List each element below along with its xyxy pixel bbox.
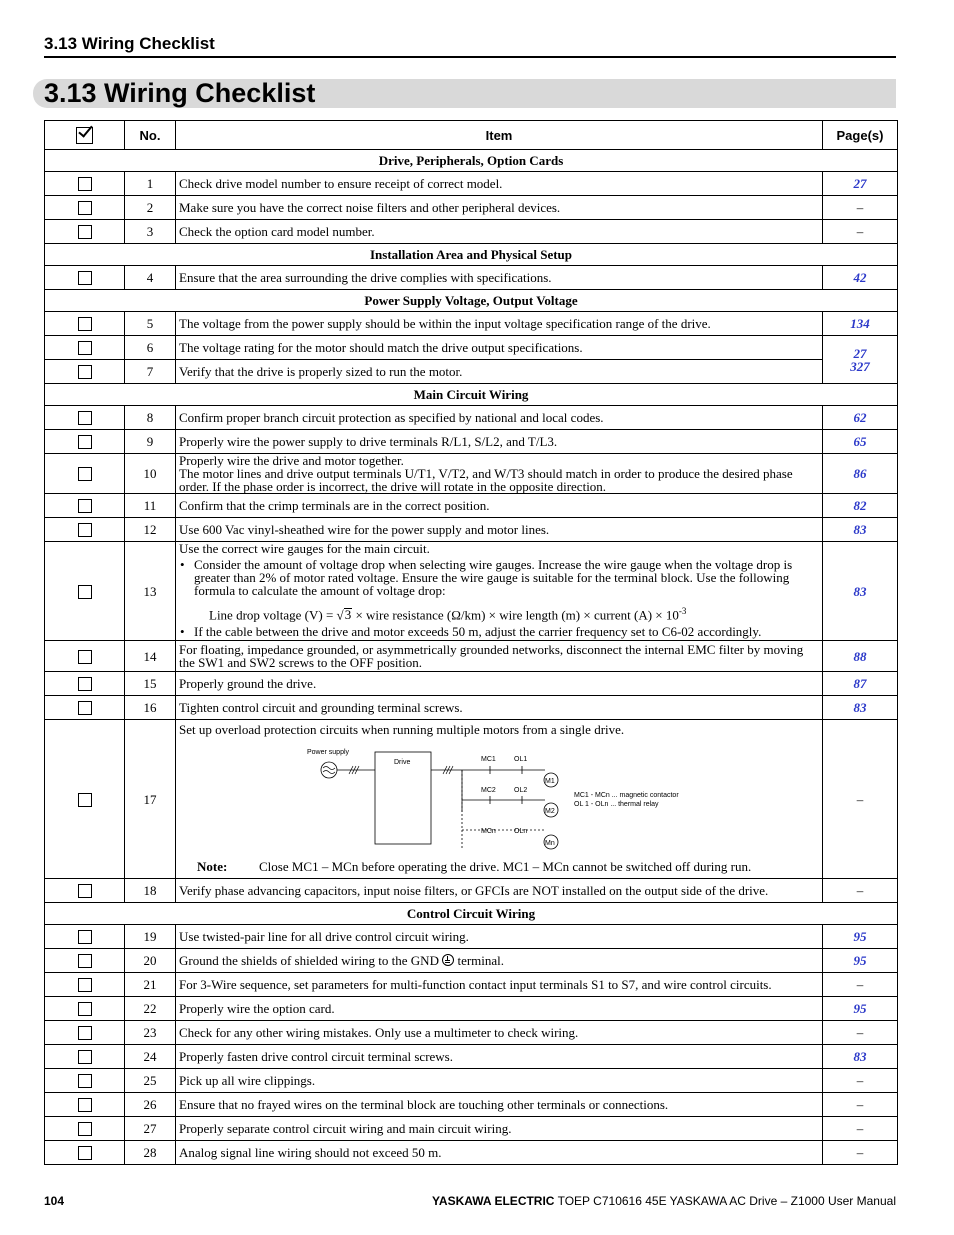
- item-text: [176, 949, 823, 973]
- checkbox[interactable]: [78, 1050, 92, 1064]
- page-number: 104: [44, 1194, 65, 1208]
- bullet-item: [194, 558, 819, 621]
- checkbox[interactable]: [78, 225, 92, 239]
- checkbox[interactable]: [78, 435, 92, 449]
- checkbox[interactable]: [78, 1146, 92, 1160]
- section-title: Main Circuit Wiring: [45, 384, 898, 406]
- item-text: Use twisted-pair line for all drive control circuit wiring.: [176, 925, 823, 949]
- page-ref: –: [856, 224, 864, 239]
- item-text-line: The motor lines and drive output terminals U/T1, V/T2, and W/T3 should match in order to produce the desired phase order. If the phase order is incorrect, the drive will rotate in the opposite direction.: [179, 466, 793, 494]
- item-text: Check for any other wiring mistakes. Only use a multimeter to check wiring.: [176, 1021, 823, 1045]
- item-text: For floating, impedance grounded, or asymmetrically grounded networks, disconnect the internal EMC filter by moving the SW1 and SW2 screws to the OFF position.: [176, 641, 823, 672]
- page-ref: –: [856, 1097, 864, 1113]
- table-row: [45, 336, 898, 360]
- checkbox[interactable]: [78, 954, 92, 968]
- checkbox[interactable]: [78, 499, 92, 513]
- ground-icon: [442, 954, 454, 966]
- voltage-drop-formula: Line drop voltage (V) = √3 × wire resistance (Ω/km) × wire length (m) × current $(A) \times 10^{-3}$: [209, 606, 687, 623]
- page-ref: –: [856, 883, 864, 899]
- m2-label: M2: [545, 808, 555, 816]
- legend-contactor: MC1 - MCn ... magnetic contactor: [574, 792, 679, 800]
- checkbox[interactable]: [78, 317, 92, 331]
- checkbox[interactable]: [78, 1074, 92, 1088]
- mcn-label: MCn: [481, 828, 496, 836]
- checkbox[interactable]: [78, 1122, 92, 1136]
- table-row: [45, 220, 898, 244]
- item-text: Ensure that no frayed wires on the terminal block are touching other terminals or connections.: [176, 1093, 823, 1117]
- table-row: [45, 672, 898, 696]
- item-number: 7: [125, 360, 176, 384]
- item-text: Make sure you have the correct noise filters and other peripheral devices.: [176, 196, 823, 220]
- item-text: Ensure that the area surrounding the drive complies with specifications.: [176, 266, 823, 290]
- item-text: Check drive model number to ensure receipt of correct model.: [176, 172, 823, 196]
- item-text: Pick up all wire clippings.: [176, 1069, 823, 1093]
- drive-label: Drive: [394, 759, 411, 767]
- table-row: [45, 542, 898, 641]
- table-row: [45, 879, 898, 903]
- table-row: [45, 720, 898, 879]
- checkbox[interactable]: [78, 411, 92, 425]
- page-link[interactable]: 83: [853, 583, 867, 599]
- checkbox[interactable]: [78, 177, 92, 191]
- running-header: 3.13 Wiring Checklist: [44, 34, 896, 58]
- page-ref: –: [856, 1025, 864, 1041]
- checkbox[interactable]: [78, 978, 92, 992]
- item-text: Properly wire the power supply to drive terminals R/L1, S/L2, and T/L3.: [176, 430, 823, 454]
- checkbox[interactable]: [78, 1098, 92, 1112]
- ol2-label: OL2: [514, 787, 528, 795]
- checkbox[interactable]: [78, 884, 92, 898]
- item-text: Confirm proper branch circuit protection as specified by national and local codes.: [176, 406, 823, 430]
- table-row: [45, 997, 898, 1021]
- checkbox[interactable]: [78, 677, 92, 691]
- item-number: 9: [125, 430, 176, 454]
- page-link[interactable]: 83: [853, 1049, 867, 1065]
- section-title: Drive, Peripherals, Option Cards: [45, 150, 898, 172]
- checkbox[interactable]: [78, 1002, 92, 1016]
- table-row: [45, 641, 898, 672]
- table-row: [45, 454, 898, 494]
- mc2-label: MC2: [481, 787, 496, 795]
- item-number: 25: [125, 1069, 176, 1093]
- page-link[interactable]: 95: [853, 953, 867, 969]
- table-row: [45, 973, 898, 997]
- table-row: [45, 1069, 898, 1093]
- page-link[interactable]: 27: [853, 176, 867, 191]
- item-text-line: Set up overload protection circuits when running multiple motors from a single drive.: [179, 722, 625, 738]
- checkbox[interactable]: [78, 650, 92, 664]
- page-link[interactable]: 83: [853, 700, 867, 716]
- table-row: [45, 196, 898, 220]
- item-number: 3: [125, 220, 176, 244]
- item-number: 15: [125, 672, 176, 696]
- item-number: 22: [125, 997, 176, 1021]
- table-row: [45, 312, 898, 336]
- note-text: Close MC1 – MCn before operating the drive. MC1 – MCn cannot be switched off during run.: [259, 859, 752, 875]
- item-text-part: Ground the shields of shielded wiring to the GND: [179, 953, 443, 969]
- checkbox[interactable]: [78, 341, 92, 355]
- checkbox[interactable]: [78, 523, 92, 537]
- item-text: Properly wire the option card.: [176, 997, 823, 1021]
- table-row: [45, 1117, 898, 1141]
- checkmark-icon: [76, 127, 93, 144]
- section-row: [45, 150, 898, 172]
- table-row: [45, 360, 898, 384]
- page-link[interactable]: 83: [853, 522, 867, 537]
- multi-motor-wiring-diagram: [179, 742, 819, 854]
- page-link[interactable]: 62: [853, 410, 867, 425]
- pages-column-header: Page(s): [823, 121, 898, 150]
- check-column-header: [45, 121, 125, 150]
- item-number: 8: [125, 406, 176, 430]
- note-label: Note:: [197, 859, 228, 875]
- checkbox[interactable]: [78, 793, 92, 807]
- checkbox[interactable]: [78, 271, 92, 285]
- page-link[interactable]: 327: [850, 358, 870, 374]
- item-number: 5: [125, 312, 176, 336]
- item-text-part: terminal.: [454, 953, 505, 969]
- item-number: 19: [125, 925, 176, 949]
- item-text: [176, 720, 823, 879]
- item-column-header: Item: [176, 121, 823, 150]
- item-number: 18: [125, 879, 176, 903]
- item-text: Analog signal line wiring should not exceed 50 m.: [176, 1141, 823, 1165]
- page-link[interactable]: 95: [853, 929, 867, 945]
- item-text: Properly ground the drive.: [176, 672, 823, 696]
- section-title: Power Supply Voltage, Output Voltage: [45, 290, 898, 312]
- item-number: 24: [125, 1045, 176, 1069]
- item-number: 14: [125, 641, 176, 672]
- item-number: 2: [125, 196, 176, 220]
- page-link[interactable]: 134: [850, 316, 870, 331]
- table-row: [45, 518, 898, 542]
- item-number: 26: [125, 1093, 176, 1117]
- table-row: [45, 494, 898, 518]
- checkbox[interactable]: [78, 585, 92, 599]
- table-row: [45, 430, 898, 454]
- page-ref: –: [856, 1145, 864, 1161]
- wiring-checklist-table: [44, 120, 898, 1165]
- page-link[interactable]: 65: [853, 434, 867, 449]
- section-row: [45, 903, 898, 925]
- oln-label: OLn: [514, 828, 528, 836]
- page-ref: –: [856, 791, 864, 807]
- table-row: [45, 925, 898, 949]
- ol1-label: OL1: [514, 756, 528, 764]
- section-row: [45, 384, 898, 406]
- item-number: 6: [125, 336, 176, 360]
- item-text: The voltage from the power supply should be within the input voltage specification range of the drive.: [176, 312, 823, 336]
- item-number: 10: [125, 454, 176, 494]
- page-link[interactable]: 42: [853, 270, 867, 285]
- item-text: The voltage rating for the motor should match the drive output specifications.: [176, 336, 823, 360]
- formula-exponent: -3: [678, 606, 687, 616]
- page-link[interactable]: 95: [853, 1001, 867, 1017]
- table-row: [45, 266, 898, 290]
- page-link[interactable]: 88: [853, 648, 867, 664]
- item-text: Check the option card model number.: [176, 220, 823, 244]
- page-link[interactable]: 87: [853, 676, 867, 692]
- item-text: Verify that the drive is properly sized to run the motor.: [176, 360, 823, 384]
- checkbox[interactable]: [78, 201, 92, 215]
- note: [197, 860, 819, 873]
- item-text: Properly separate control circuit wiring and main circuit wiring.: [176, 1117, 823, 1141]
- brand-name: YASKAWA ELECTRIC: [432, 1194, 555, 1208]
- mn-label: Mn: [545, 840, 555, 848]
- checkbox[interactable]: [78, 701, 92, 715]
- wiring-diagram-svg: [179, 742, 709, 854]
- page-link[interactable]: 82: [853, 498, 867, 513]
- no-column-header: No.: [125, 121, 176, 150]
- item-text: Tighten control circuit and grounding terminal screws.: [176, 696, 823, 720]
- table-row: [45, 172, 898, 196]
- page-link[interactable]: 86: [853, 466, 867, 481]
- bullet-text: Consider the amount of voltage drop when selecting wire gauges. Increase the wire gauge when the voltage drop is greater than 2% of motor rated voltage. Ensure the wire gauge is suitable for the terminal block. Use the following formula to calculate the amount of voltage drop:: [194, 557, 793, 598]
- checkbox[interactable]: [78, 365, 92, 379]
- title-bar: [33, 79, 896, 108]
- page-ref: –: [856, 1121, 864, 1137]
- checkbox[interactable]: [78, 930, 92, 944]
- section-row: [45, 244, 898, 266]
- item-number: 16: [125, 696, 176, 720]
- table-row: [45, 949, 898, 973]
- section-title: Control Circuit Wiring: [45, 903, 898, 925]
- section-title: Installation Area and Physical Setup: [45, 244, 898, 266]
- m1-label: M1: [545, 778, 555, 786]
- mc1-label: MC1: [481, 756, 496, 764]
- item-number: 11: [125, 494, 176, 518]
- manual-reference: [432, 1193, 896, 1209]
- item-text: For 3-Wire sequence, set parameters for multi-function contact input terminals S1 to S7, and wire control circuits.: [176, 973, 823, 997]
- item-number: 17: [125, 720, 176, 879]
- table-row: [45, 696, 898, 720]
- formula-root: 3: [344, 607, 352, 623]
- page-ref: –: [856, 200, 864, 215]
- manual-title: TOEP C710616 45E YASKAWA AC Drive – Z1000 User Manual: [554, 1194, 896, 1208]
- table-row: [45, 1045, 898, 1069]
- formula-part: × wire resistance (Ω/km) × wire length (m) × current (A) × 10: [352, 607, 679, 623]
- table-row: [45, 1141, 898, 1165]
- item-text: Confirm that the crimp terminals are in the correct position.: [176, 494, 823, 518]
- item-text: Properly fasten drive control circuit terminal screws.: [176, 1045, 823, 1069]
- item-number: 21: [125, 973, 176, 997]
- checkbox[interactable]: [78, 467, 92, 481]
- item-text-line: Properly wire the drive and motor together.: [179, 453, 404, 468]
- page-ref: –: [856, 977, 864, 993]
- bullet-list: [179, 558, 819, 638]
- table-row: [45, 1021, 898, 1045]
- item-text-line: Use the correct wire gauges for the main circuit.: [179, 541, 430, 556]
- item-text: [176, 454, 823, 494]
- item-number: 20: [125, 949, 176, 973]
- page-title: 3.13 Wiring Checklist: [44, 78, 316, 108]
- item-number: 13: [125, 542, 176, 641]
- item-text: [176, 542, 823, 641]
- item-number: 28: [125, 1141, 176, 1165]
- legend-thermal-relay: OL 1 - OLn ... thermal relay: [574, 801, 659, 809]
- item-number: 4: [125, 266, 176, 290]
- bullet-item: • If the cable between the drive and motor exceeds 50 m, adjust the carrier frequency set to C6-02 accordingly.: [194, 625, 819, 638]
- power-supply-icon: [321, 762, 337, 778]
- table-row: [45, 1093, 898, 1117]
- table-row: [45, 406, 898, 430]
- item-number: 12: [125, 518, 176, 542]
- item-number: 1: [125, 172, 176, 196]
- item-number: 27: [125, 1117, 176, 1141]
- page-ref: –: [856, 1073, 864, 1089]
- item-text: Verify phase advancing capacitors, input noise filters, or GFCIs are NOT installed on the output side of the drive.: [176, 879, 823, 903]
- item-number: 23: [125, 1021, 176, 1045]
- power-supply-label: Power supply: [307, 749, 350, 757]
- item-text: Use 600 Vac vinyl-sheathed wire for the power supply and motor lines.: [176, 518, 823, 542]
- page-link[interactable]: 27: [853, 345, 867, 361]
- checkbox[interactable]: [78, 1026, 92, 1040]
- formula-part: Line drop voltage (V) =: [209, 607, 337, 623]
- section-row: [45, 290, 898, 312]
- table-header-row: [45, 121, 898, 150]
